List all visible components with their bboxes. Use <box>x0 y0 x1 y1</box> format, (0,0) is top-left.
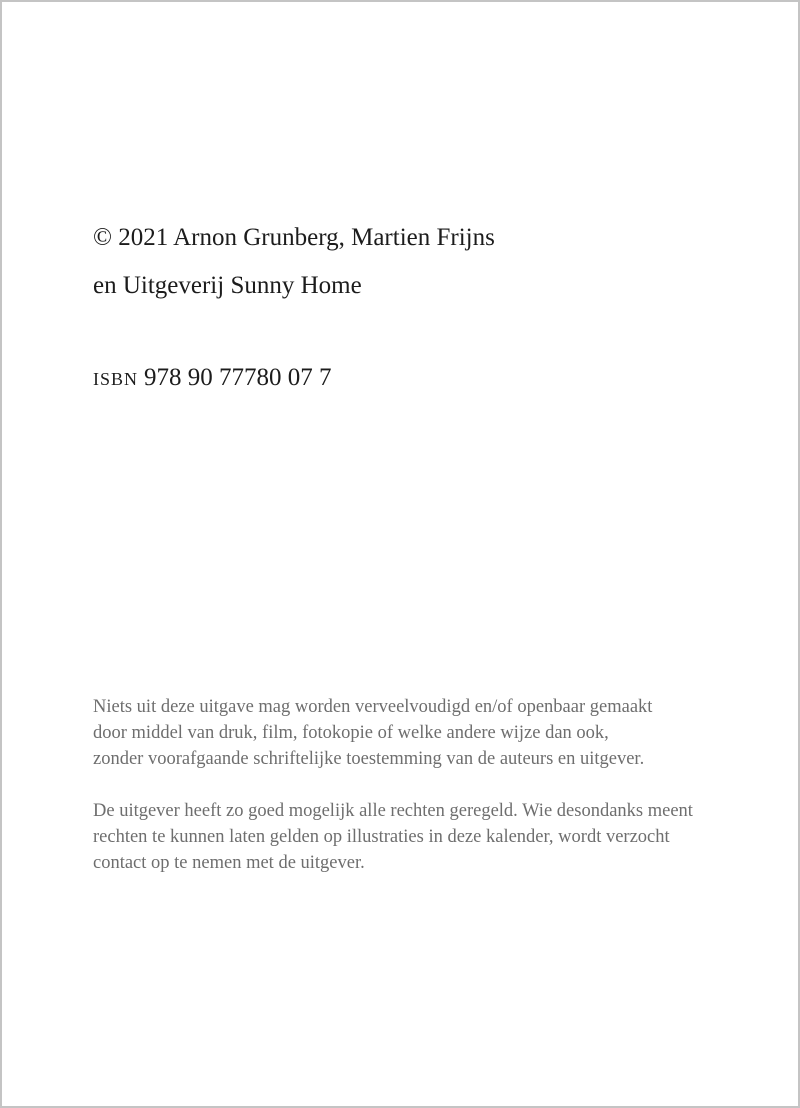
notice-line: door middel van druk, film, fotokopie of welke andere wijze dan ook, <box>93 723 609 743</box>
copyright-line-authors: © 2021 Arnon Grunberg, Martien Frijns <box>93 224 495 251</box>
notice-line: contact op te nemen met de uitgever. <box>93 853 365 873</box>
isbn-line <box>93 358 332 398</box>
notice-line: zonder voorafgaande schriftelijke toestemming van de auteurs en uitgever. <box>93 749 645 769</box>
notice-line: rechten te kunnen laten gelden op illustraties in deze kalender, wordt verzocht <box>93 827 670 847</box>
isbn-label: isbn <box>93 364 139 391</box>
isbn-number: 978 90 77780 07 7 <box>144 364 332 391</box>
reproduction-notice <box>93 694 773 772</box>
notice-line: Niets uit deze uitgave mag worden verveelvoudigd en/of openbaar gemaakt <box>93 697 653 717</box>
notice-line: De uitgever heeft zo goed mogelijk alle rechten geregeld. Wie desondanks meent <box>93 801 693 821</box>
copyright-block <box>93 214 773 310</box>
copyright-line-publisher: en Uitgeverij Sunny Home <box>93 272 362 299</box>
legal-notice <box>93 694 773 902</box>
rights-notice <box>93 798 773 876</box>
